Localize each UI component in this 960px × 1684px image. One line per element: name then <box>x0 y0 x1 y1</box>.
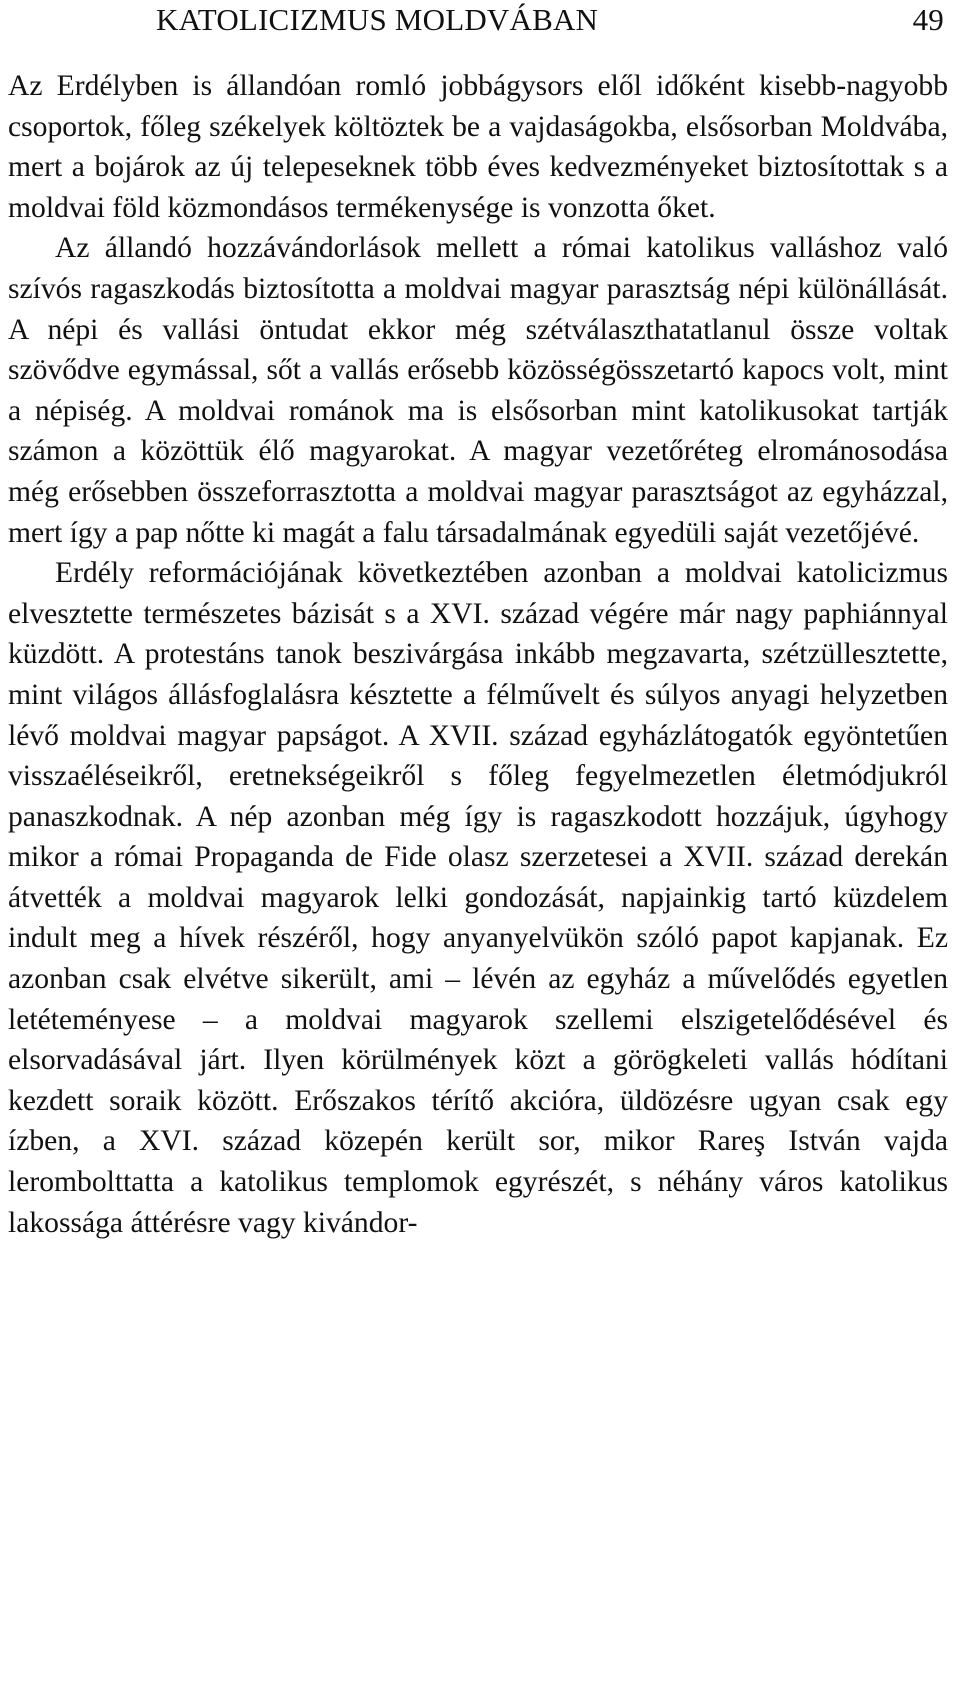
paragraph-3: Erdély reformációjának következtében azonban a moldvai katolicizmus elvesztette természetes bázisát s a XVI. század végére már nagy paphiánnyal küzdött. A protestáns tanok beszivárgása inkább megzavarta, szétzüllesztette, mint világos állásfoglalásra késztette a félművelt és súlyos anyagi helyzetben lévő moldvai magyar papságot. A XVII. század egyházlátogatók egyöntetűen visszaéléseikről, eretnekségeikről s főleg fegyelmezetlen életmódjukról panaszkodnak. A nép azonban még így is ragaszkodott hozzájuk, úgyhogy mikor a római Propaganda de Fide olasz szerzetesei a XVII. század derekán átvették a moldvai magyarok lelki gondozását, napjainkig tartó küzdelem indult meg a hívek részéről, hogy anyanyelvükön szóló papot kapjanak. Ez azonban csak elvétve sikerült, ami – lévén az egyház a művelődés egyetlen letéteményese – a moldvai magyarok szellemi elszigetelődésével és elsorvadásával járt. Ilyen körülmények közt a görögkeleti vallás hódítani kezdett soraik között. Erőszakos térítő akcióra, üldözésre ugyan csak egy ízben, a XVI. század közepén került sor, mikor Rareş István vajda lerombolttatta a katolikus templomok egyrészét, s néhány város katolikus lakossága áttérésre vagy kivándor- <box>8 557 948 1239</box>
book-page <box>8 0 948 1243</box>
body-text <box>8 66 948 1243</box>
page-number: 49 <box>912 2 944 37</box>
running-title: KATOLICIZMUS MOLDVÁBAN <box>156 2 599 37</box>
paragraph-1: Az Erdélyben is állandóan romló jobbágysors elől időként kisebb-nagyobb csoportok, főleg székelyek költöztek be a vajdaságokba, elsősorban Moldvába, mert a bojárok az új telepeseknek több éves kedvezményeket biztosítottak s a moldvai föld közmondásos termékenysége is vonzotta őket. <box>8 70 948 224</box>
paragraph-2: Az állandó hozzávándorlások mellett a római katolikus valláshoz való szívós ragaszkodás biztosította a moldvai magyar parasztság népi különállását. A népi és vallási öntudat ekkor még szétválaszthatatlanul össze voltak szövődve egymással, sőt a vallás erősebb közösségösszetartó kapocs volt, mint a népiség. A moldvai románok ma is elsősorban mint katolikusokat tartják számon a közöttük élő magyarokat. A magyar vezetőréteg elrománosodása még erősebben összeforrasztotta a moldvai magyar parasztságot az egyházzal, mert így a pap nőtte ki magát a falu társadalmának egyedüli saját vezetőjévé. <box>8 232 948 549</box>
running-header <box>8 0 948 66</box>
